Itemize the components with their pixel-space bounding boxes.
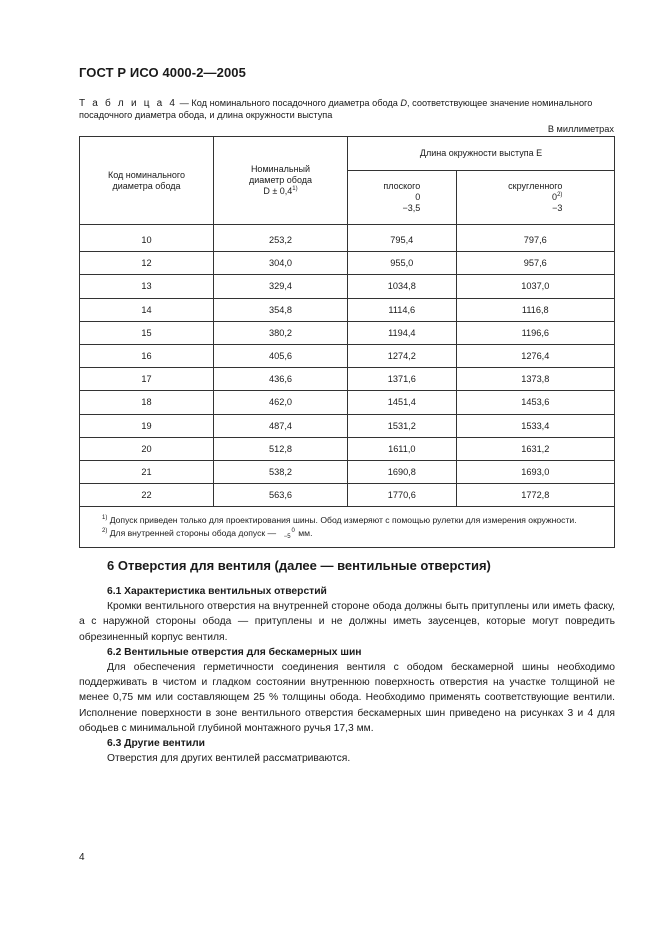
note-2-tol-lower: −5 <box>283 533 291 540</box>
cell-flat: 1611,0 <box>348 437 457 460</box>
cell-code: 13 <box>80 275 214 298</box>
caption-text: — Код номинального посадочного диаметра обода <box>177 98 401 108</box>
cell-diameter: 329,4 <box>214 275 348 298</box>
cell-diameter: 354,8 <box>214 298 348 321</box>
subsection-6-3-title: 6.3 Другие вентили <box>107 738 205 750</box>
col-flat-tol-upper: 0 <box>415 192 421 202</box>
cell-round: 797,6 <box>456 225 614 252</box>
table-row <box>80 252 615 275</box>
cell-round: 1772,8 <box>456 484 614 507</box>
cell-code: 17 <box>80 368 214 391</box>
cell-diameter: 487,4 <box>214 414 348 437</box>
table-row <box>80 391 615 414</box>
cell-diameter: 563,6 <box>214 484 348 507</box>
col-header-code <box>80 137 214 225</box>
cell-code: 19 <box>80 414 214 437</box>
cell-flat: 795,4 <box>348 225 457 252</box>
cell-code: 21 <box>80 460 214 483</box>
cell-diameter: 253,2 <box>214 225 348 252</box>
cell-diameter: 380,2 <box>214 321 348 344</box>
note-2-tolerance <box>280 528 295 540</box>
cell-diameter: 512,8 <box>214 437 348 460</box>
col-header-flat <box>348 171 457 225</box>
cell-code: 10 <box>80 225 214 252</box>
col-flat-label: плоского <box>383 181 421 191</box>
cell-flat: 1114,6 <box>348 298 457 321</box>
table-row <box>80 344 615 367</box>
cell-round: 1116,8 <box>456 298 614 321</box>
col-diam-sup: 1) <box>292 186 298 192</box>
note-2-text-b: мм. <box>295 528 313 539</box>
cell-code: 16 <box>80 344 214 367</box>
cell-diameter: 436,6 <box>214 368 348 391</box>
note-1-mark: 1) <box>102 515 108 522</box>
section-6-body <box>79 584 615 766</box>
col-round-tol-upper: 0 <box>552 192 558 202</box>
table-body <box>80 225 615 507</box>
caption-variable: D <box>400 98 408 108</box>
cell-round: 957,6 <box>456 252 614 275</box>
subsection-6-3-text: Отверстия для других вентилей рассматриваются. <box>107 753 351 765</box>
subsection-6-2-title: 6.2 Вентильные отверстия для бескамерных шин <box>107 646 362 658</box>
table-row <box>80 484 615 507</box>
table-notes <box>80 507 615 548</box>
table-row <box>80 368 615 391</box>
table-row <box>80 275 615 298</box>
col-flat-tol-lower: −3,5 <box>402 203 421 213</box>
col-code-label: Код номинального диаметра обода <box>108 169 185 191</box>
table-row <box>80 321 615 344</box>
cell-diameter: 304,0 <box>214 252 348 275</box>
table-row <box>80 298 615 321</box>
cell-flat: 1690,8 <box>348 460 457 483</box>
cell-round: 1453,6 <box>456 391 614 414</box>
cell-flat: 1194,4 <box>348 321 457 344</box>
cell-round: 1631,2 <box>456 437 614 460</box>
table-label: Т а б л и ц а 4 <box>79 98 178 109</box>
col-round-label: скругленного <box>508 181 563 191</box>
section-6-title: 6 Отверстия для вентиля (далее — вентильные отверстия) <box>107 558 491 573</box>
subsection-6-1-title: 6.1 Характеристика вентильных отверстий <box>107 586 327 597</box>
cell-round: 1196,6 <box>456 321 614 344</box>
cell-round: 1533,4 <box>456 414 614 437</box>
col-header-round <box>456 171 614 225</box>
cell-code: 22 <box>80 484 214 507</box>
cell-flat: 1770,6 <box>348 484 457 507</box>
col-diam-line2: диаметр обода <box>248 175 313 185</box>
table-caption <box>79 98 615 121</box>
table-row <box>80 437 615 460</box>
note-2 <box>90 527 604 540</box>
page-number: 4 <box>79 852 85 863</box>
subsection-6-2-text: Для обеспечения герметичности соединения вентиля с ободом бескамерной шины необходимо поддерживать в чистом и гладком состоянии внутреннюю поверхность отверстия на участке толщиной не менее 0,75 мм или составляющем 25 % толщины обода. Необходимо применять соответствующие вентили. Исполнение поверхности в зоне вентильного отверстия бескамерных шин приведено на рисунках 3 и 4 для ободьев с минимальной глубиной монтажного ручья 17,3 мм. <box>79 662 615 734</box>
cell-flat: 955,0 <box>348 252 457 275</box>
note-2-tol-upper: 0 <box>291 527 295 534</box>
cell-code: 14 <box>80 298 214 321</box>
cell-round: 1373,8 <box>456 368 614 391</box>
cell-diameter: 405,6 <box>214 344 348 367</box>
cell-code: 20 <box>80 437 214 460</box>
table-row <box>80 460 615 483</box>
cell-flat: 1274,2 <box>348 344 457 367</box>
cell-code: 12 <box>80 252 214 275</box>
cell-flat: 1451,4 <box>348 391 457 414</box>
note-1 <box>90 514 604 527</box>
table-row <box>80 225 615 252</box>
col-header-length: Длина окружности выступа E <box>348 137 615 171</box>
cell-code: 15 <box>80 321 214 344</box>
caption-tail: , соответствующее значение номинального посадочного диаметра обода, и длина окружности выступа <box>79 98 593 120</box>
cell-flat: 1034,8 <box>348 275 457 298</box>
col-header-diameter <box>214 137 348 225</box>
units-label: В миллиметрах <box>547 124 614 134</box>
note-2-text-a: Для внутренней стороны обода допуск — <box>107 528 279 539</box>
table-row <box>80 414 615 437</box>
col-diam-line3: D ± 0,4 <box>263 186 293 196</box>
cell-round: 1276,4 <box>456 344 614 367</box>
document-header: ГОСТ Р ИСО 4000-2—2005 <box>79 65 246 80</box>
col-diam-line1: Номинальный <box>250 164 311 174</box>
cell-round: 1693,0 <box>456 460 614 483</box>
cell-flat: 1531,2 <box>348 414 457 437</box>
note-1-text: Допуск приведен только для проектирования шины. Обод измеряют с помощью рулетки для измерения окружности. <box>107 515 577 526</box>
cell-diameter: 538,2 <box>214 460 348 483</box>
cell-code: 18 <box>80 391 214 414</box>
cell-flat: 1371,6 <box>348 368 457 391</box>
subsection-6-1-text: Кромки вентильного отверстия на внутренней стороне обода должны быть притуплены или иметь фаску, а с наружной стороны обода — притуплены и не должны иметь заусенцев, которые могут повредить обрезиненный корпус вентиля. <box>79 601 615 643</box>
cell-round: 1037,0 <box>456 275 614 298</box>
cell-diameter: 462,0 <box>214 391 348 414</box>
col-round-sup: 2) <box>557 192 563 198</box>
note-2-mark: 2) <box>102 528 108 535</box>
rim-table <box>79 136 615 548</box>
col-round-tol-lower: −3 <box>552 203 563 213</box>
